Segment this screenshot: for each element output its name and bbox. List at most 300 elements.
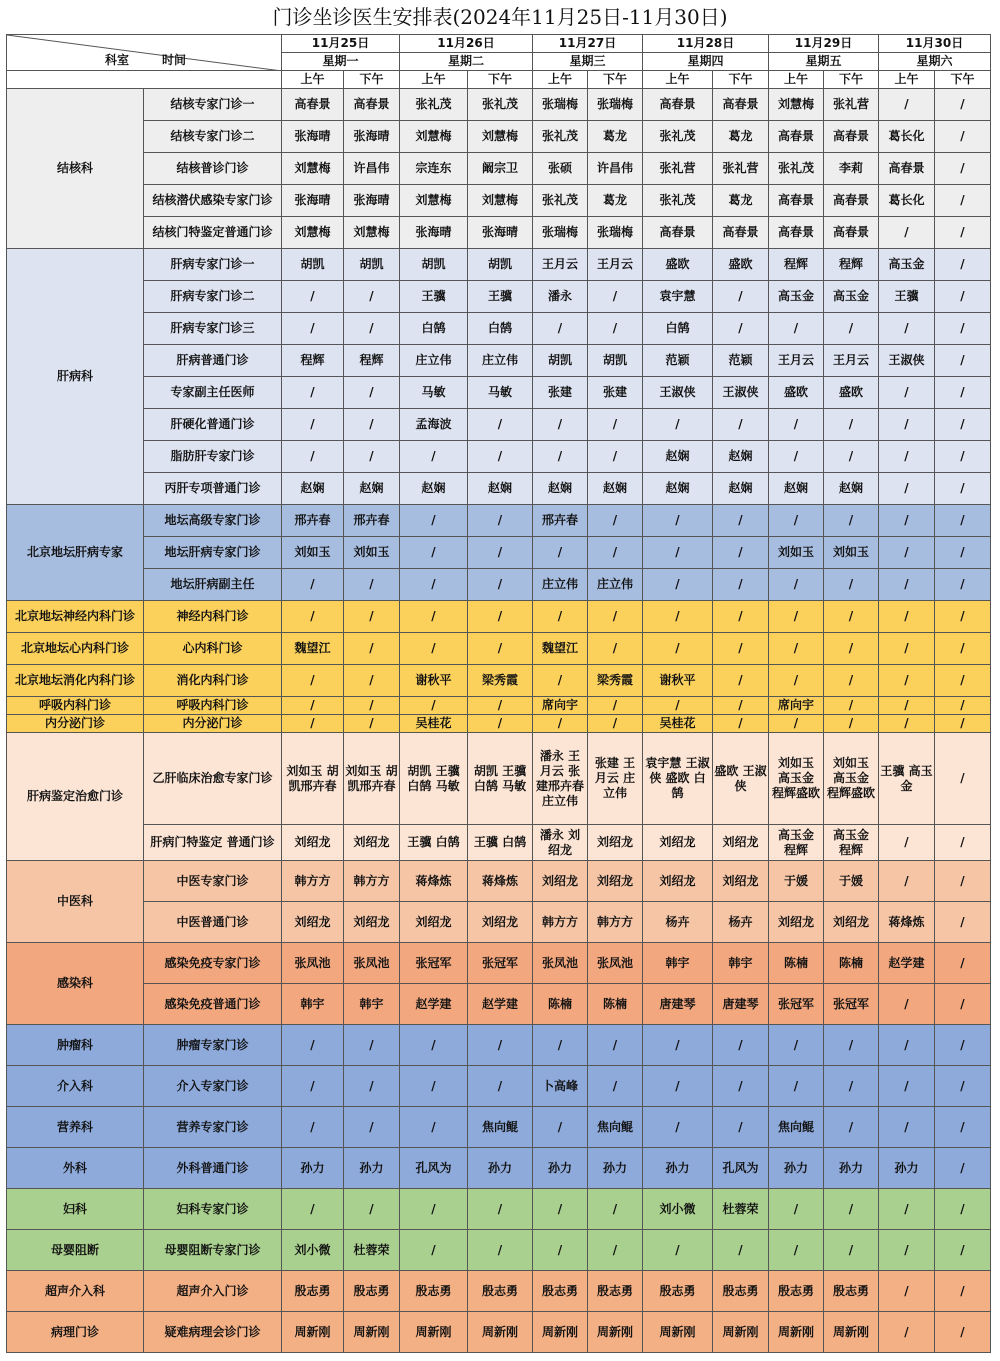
doctor-cell: /	[344, 1107, 400, 1148]
department-cell: 肝病科	[7, 249, 144, 505]
corner-dept-label: 科室	[105, 53, 130, 67]
doctor-cell: /	[935, 281, 991, 313]
doctor-cell: 陈楠	[588, 984, 643, 1025]
doctor-cell: 陈楠	[769, 943, 824, 984]
doctor-cell: 胡凯 王骥 白鹄 马敏	[468, 733, 533, 825]
pm-header: 下午	[588, 71, 643, 89]
schedule-row	[7, 185, 991, 217]
doctor-cell: 韩方方	[282, 861, 344, 902]
doctor-cell: /	[588, 1066, 643, 1107]
doctor-cell: /	[533, 441, 588, 473]
doctor-cell: 周新刚	[824, 1312, 879, 1353]
clinic-cell: 脂肪肝专家门诊	[144, 441, 282, 473]
doctor-cell: /	[935, 943, 991, 984]
doctor-cell: /	[935, 1189, 991, 1230]
doctor-cell: /	[533, 1107, 588, 1148]
doctor-cell: 赵娴	[588, 473, 643, 505]
doctor-cell: 王月云	[588, 249, 643, 281]
doctor-cell: 韩宇	[713, 943, 769, 984]
doctor-cell: 盛欧 王淑侠	[713, 733, 769, 825]
doctor-cell: 刘慧梅	[282, 153, 344, 185]
schedule-row	[7, 249, 991, 281]
doctor-cell: 赵学建	[468, 984, 533, 1025]
doctor-cell: 刘绍龙	[713, 825, 769, 861]
doctor-cell: /	[824, 409, 879, 441]
doctor-cell: 席向宇	[769, 697, 824, 715]
doctor-cell: 邢卉春	[344, 505, 400, 537]
doctor-cell: /	[879, 313, 935, 345]
clinic-cell: 肝病专家门诊三	[144, 313, 282, 345]
doctor-cell: 王淑侠	[713, 377, 769, 409]
doctor-cell: /	[643, 601, 713, 633]
doctor-cell: /	[713, 1066, 769, 1107]
doctor-cell: /	[769, 1230, 824, 1271]
doctor-cell: /	[879, 1312, 935, 1353]
doctor-cell: /	[643, 1025, 713, 1066]
doctor-cell: /	[282, 1107, 344, 1148]
corner-time-label: 时间	[162, 53, 187, 67]
doctor-cell: 赵娴	[824, 473, 879, 505]
doctor-cell: /	[344, 569, 400, 601]
clinic-cell: 结核专家门诊二	[144, 121, 282, 153]
doctor-cell: 张礼茂	[769, 153, 824, 185]
doctor-cell: 袁宇慧 王淑侠 盛欧 白鹄	[643, 733, 713, 825]
doctor-cell: 刘如玉 胡凯邢卉春	[282, 733, 344, 825]
doctor-cell: 许昌伟	[344, 153, 400, 185]
doctor-cell: /	[344, 1066, 400, 1107]
doctor-cell: /	[879, 825, 935, 861]
doctor-cell: 庄立伟	[588, 569, 643, 601]
doctor-cell: 袁宇慧	[643, 281, 713, 313]
doctor-cell: 王月云	[769, 345, 824, 377]
clinic-cell: 肿瘤专家门诊	[144, 1025, 282, 1066]
clinic-cell: 心内科门诊	[144, 633, 282, 665]
doctor-cell: 梁秀霞	[468, 665, 533, 697]
doctor-cell: /	[935, 217, 991, 249]
doctor-cell: /	[935, 1025, 991, 1066]
doctor-cell: /	[643, 505, 713, 537]
department-cell: 北京地坛神经内科门诊	[7, 601, 144, 633]
doctor-cell: 张凤池	[533, 943, 588, 984]
doctor-cell: 殷志勇	[282, 1271, 344, 1312]
clinic-cell: 母婴阻断专家门诊	[144, 1230, 282, 1271]
doctor-cell: 张礼茂	[533, 121, 588, 153]
doctor-cell: 张礼营	[643, 153, 713, 185]
doctor-cell: 马敏	[400, 377, 468, 409]
am-header: 上午	[643, 71, 713, 89]
doctor-cell: /	[824, 569, 879, 601]
doctor-cell: 刘绍龙	[282, 902, 344, 943]
clinic-cell: 丙肝专项普通门诊	[144, 473, 282, 505]
doctor-cell: 周新刚	[468, 1312, 533, 1353]
doctor-cell: 张建	[533, 377, 588, 409]
doctor-cell: /	[344, 665, 400, 697]
doctor-cell: /	[935, 715, 991, 733]
doctor-cell: 刘慧梅	[400, 185, 468, 217]
weekday-header: 星期六	[879, 53, 991, 71]
doctor-cell: /	[879, 89, 935, 121]
doctor-cell: /	[879, 1025, 935, 1066]
doctor-cell: /	[879, 601, 935, 633]
doctor-cell: 赵学建	[400, 984, 468, 1025]
doctor-cell: /	[935, 665, 991, 697]
doctor-cell: 赵娴	[344, 473, 400, 505]
doctor-cell: 高春景	[769, 217, 824, 249]
doctor-cell: 陈楠	[824, 943, 879, 984]
doctor-cell: 赵娴	[643, 441, 713, 473]
doctor-cell: 杨卉	[643, 902, 713, 943]
department-cell: 中医科	[7, 861, 144, 943]
doctor-cell: /	[344, 409, 400, 441]
clinic-cell: 疑难病理会诊门诊	[144, 1312, 282, 1353]
clinic-cell: 乙肝临床治愈专家门诊	[144, 733, 282, 825]
doctor-cell: 周新刚	[769, 1312, 824, 1353]
doctor-cell: 张礼茂	[468, 89, 533, 121]
am-header: 上午	[769, 71, 824, 89]
doctor-cell: 张冠军	[769, 984, 824, 1025]
doctor-cell: /	[533, 665, 588, 697]
doctor-cell: /	[824, 313, 879, 345]
doctor-cell: /	[879, 697, 935, 715]
doctor-cell: 高春景	[769, 121, 824, 153]
doctor-cell: /	[282, 313, 344, 345]
doctor-cell: 刘绍龙	[400, 902, 468, 943]
doctor-cell: /	[824, 665, 879, 697]
doctor-cell: 张冠军	[400, 943, 468, 984]
doctor-cell: /	[935, 1107, 991, 1148]
schedule-row	[7, 984, 991, 1025]
doctor-cell: 高春景	[769, 185, 824, 217]
clinic-cell: 结核门特鉴定普通门诊	[144, 217, 282, 249]
doctor-cell: /	[643, 1066, 713, 1107]
doctor-cell: /	[344, 1025, 400, 1066]
doctor-cell: 赵娴	[533, 473, 588, 505]
doctor-cell: /	[588, 633, 643, 665]
doctor-cell: 焦向鲲	[769, 1107, 824, 1148]
doctor-cell: 张海晴	[468, 217, 533, 249]
doctor-cell: 阚宗卫	[468, 153, 533, 185]
doctor-cell: 潘永 刘绍龙	[533, 825, 588, 861]
clinic-cell: 地坛高级专家门诊	[144, 505, 282, 537]
doctor-cell: /	[468, 697, 533, 715]
doctor-cell: /	[713, 697, 769, 715]
doctor-cell: 王骥	[468, 281, 533, 313]
doctor-cell: 韩方方	[344, 861, 400, 902]
doctor-cell: /	[282, 601, 344, 633]
doctor-cell: /	[824, 505, 879, 537]
doctor-cell: /	[400, 1066, 468, 1107]
doctor-cell: 张礼茂	[533, 185, 588, 217]
doctor-cell: /	[769, 1066, 824, 1107]
doctor-cell: 葛龙	[588, 121, 643, 153]
schedule-row	[7, 1312, 991, 1353]
doctor-cell: 魏望江	[533, 633, 588, 665]
doctor-cell: /	[400, 633, 468, 665]
doctor-cell: /	[468, 601, 533, 633]
doctor-cell: 殷志勇	[400, 1271, 468, 1312]
doctor-cell: /	[935, 473, 991, 505]
doctor-cell: 韩方方	[588, 902, 643, 943]
doctor-cell: /	[935, 249, 991, 281]
doctor-cell: 高春景	[643, 217, 713, 249]
doctor-cell: /	[713, 281, 769, 313]
doctor-cell: /	[879, 1271, 935, 1312]
department-cell: 肿瘤科	[7, 1025, 144, 1066]
doctor-cell: /	[935, 733, 991, 825]
doctor-cell: /	[533, 1230, 588, 1271]
doctor-cell: /	[588, 441, 643, 473]
doctor-cell: 程辉	[344, 345, 400, 377]
doctor-cell: /	[713, 601, 769, 633]
doctor-cell: 赵娴	[282, 473, 344, 505]
doctor-cell: 张硕	[533, 153, 588, 185]
doctor-cell: 唐建琴	[643, 984, 713, 1025]
doctor-cell: /	[935, 601, 991, 633]
department-cell: 超声介入科	[7, 1271, 144, 1312]
doctor-cell: 蒋烽炼	[879, 902, 935, 943]
doctor-cell: 周新刚	[643, 1312, 713, 1353]
schedule-table	[6, 34, 991, 1353]
doctor-cell: 王骥 白鹄	[468, 825, 533, 861]
doctor-cell: /	[282, 1066, 344, 1107]
doctor-cell: /	[282, 441, 344, 473]
doctor-cell: /	[588, 537, 643, 569]
doctor-cell: 刘如玉	[344, 537, 400, 569]
schedule-row	[7, 825, 991, 861]
schedule-row	[7, 1271, 991, 1312]
department-cell: 北京地坛心内科门诊	[7, 633, 144, 665]
doctor-cell: 盛欧	[824, 377, 879, 409]
clinic-cell: 地坛肝病副主任	[144, 569, 282, 601]
doctor-cell: 刘绍龙	[282, 825, 344, 861]
weekday-header: 星期四	[643, 53, 769, 71]
schedule-row	[7, 715, 991, 733]
clinic-cell: 结核潜伏感染专家门诊	[144, 185, 282, 217]
department-cell: 病理门诊	[7, 1312, 144, 1353]
clinic-cell: 地坛肝病专家门诊	[144, 537, 282, 569]
doctor-cell: 马敏	[468, 377, 533, 409]
doctor-cell: /	[769, 569, 824, 601]
schedule-row	[7, 345, 991, 377]
doctor-cell: /	[400, 1025, 468, 1066]
doctor-cell: 白鹄	[400, 313, 468, 345]
doctor-cell: 周新刚	[282, 1312, 344, 1353]
clinic-cell: 内分泌门诊	[144, 715, 282, 733]
clinic-cell: 肝病专家门诊一	[144, 249, 282, 281]
doctor-cell: /	[935, 345, 991, 377]
doctor-cell: /	[769, 665, 824, 697]
doctor-cell: 席向宇	[533, 697, 588, 715]
doctor-cell: /	[588, 313, 643, 345]
doctor-cell: /	[713, 665, 769, 697]
date-header: 11月30日	[879, 35, 991, 53]
clinic-cell: 营养专家门诊	[144, 1107, 282, 1148]
clinic-cell: 神经内科门诊	[144, 601, 282, 633]
doctor-cell: 邢卉春	[282, 505, 344, 537]
doctor-cell: 吴桂花	[643, 715, 713, 733]
doctor-cell: 周新刚	[588, 1312, 643, 1353]
doctor-cell: /	[879, 441, 935, 473]
doctor-cell: /	[533, 1025, 588, 1066]
doctor-cell: 高春景	[282, 89, 344, 121]
doctor-cell: 韩宇	[344, 984, 400, 1025]
doctor-cell: 周新刚	[400, 1312, 468, 1353]
schedule-row	[7, 89, 991, 121]
doctor-cell: 邢卉春	[533, 505, 588, 537]
doctor-cell: 殷志勇	[713, 1271, 769, 1312]
doctor-cell: /	[468, 441, 533, 473]
doctor-cell: 张冠军	[824, 984, 879, 1025]
department-cell: 北京地坛消化内科门诊	[7, 665, 144, 697]
doctor-cell: /	[879, 665, 935, 697]
doctor-cell: 刘绍龙	[588, 861, 643, 902]
doctor-cell: /	[468, 569, 533, 601]
doctor-cell: /	[824, 697, 879, 715]
date-header: 11月29日	[769, 35, 879, 53]
doctor-cell: /	[824, 601, 879, 633]
doctor-cell: /	[588, 601, 643, 633]
doctor-cell: /	[769, 505, 824, 537]
doctor-cell: 范颖	[643, 345, 713, 377]
clinic-cell: 超声介入门诊	[144, 1271, 282, 1312]
doctor-cell: 刘绍龙	[643, 825, 713, 861]
doctor-cell: /	[400, 697, 468, 715]
doctor-cell: 孙力	[468, 1148, 533, 1189]
doctor-cell: 谢秋平	[400, 665, 468, 697]
doctor-cell: /	[879, 473, 935, 505]
schedule-row	[7, 1148, 991, 1189]
weekday-header: 星期五	[769, 53, 879, 71]
department-cell: 母婴阻断	[7, 1230, 144, 1271]
doctor-cell: 张礼营	[824, 89, 879, 121]
schedule-row	[7, 1107, 991, 1148]
schedule-row	[7, 943, 991, 984]
pm-header: 下午	[935, 71, 991, 89]
clinic-cell: 感染免疫普通门诊	[144, 984, 282, 1025]
doctor-cell: 杜蓉荣	[713, 1189, 769, 1230]
clinic-cell: 外科普通门诊	[144, 1148, 282, 1189]
doctor-cell: 张礼茂	[400, 89, 468, 121]
doctor-cell: 李莉	[824, 153, 879, 185]
page-title: 门诊坐诊医生安排表(2024年11月25日-11月30日)	[272, 5, 728, 29]
doctor-cell: /	[282, 377, 344, 409]
doctor-cell: 高玉金	[769, 281, 824, 313]
doctor-cell: /	[643, 569, 713, 601]
schedule-row	[7, 313, 991, 345]
doctor-cell: 高玉金	[824, 281, 879, 313]
doctor-cell: 赵娴	[468, 473, 533, 505]
doctor-cell: 盛欧	[643, 249, 713, 281]
clinic-cell: 消化内科门诊	[144, 665, 282, 697]
weekday-header: 星期一	[282, 53, 400, 71]
doctor-cell: 程辉	[769, 249, 824, 281]
doctor-cell: 刘如玉	[824, 537, 879, 569]
doctor-cell: 胡凯	[282, 249, 344, 281]
am-header: 上午	[533, 71, 588, 89]
doctor-cell: /	[282, 697, 344, 715]
doctor-cell: 胡凯	[588, 345, 643, 377]
doctor-cell: /	[588, 409, 643, 441]
doctor-cell: /	[713, 537, 769, 569]
doctor-cell: /	[769, 1189, 824, 1230]
doctor-cell: 张礼营	[713, 153, 769, 185]
doctor-cell: 高春景	[713, 89, 769, 121]
doctor-cell: /	[282, 1189, 344, 1230]
pm-header: 下午	[344, 71, 400, 89]
doctor-cell: /	[344, 715, 400, 733]
doctor-cell: 张建 王月云 庄立伟	[588, 733, 643, 825]
doctor-cell: 魏望江	[282, 633, 344, 665]
doctor-cell: 殷志勇	[533, 1271, 588, 1312]
doctor-cell: /	[769, 633, 824, 665]
doctor-cell: /	[344, 633, 400, 665]
weekday-header: 星期二	[400, 53, 533, 71]
doctor-cell: 刘绍龙	[643, 861, 713, 902]
doctor-cell: /	[935, 825, 991, 861]
doctor-cell: 张礼茂	[643, 185, 713, 217]
doctor-cell: /	[879, 984, 935, 1025]
doctor-cell: /	[468, 409, 533, 441]
doctor-cell: /	[400, 505, 468, 537]
doctor-cell: 胡凯	[468, 249, 533, 281]
doctor-cell: /	[344, 377, 400, 409]
doctor-cell: 刘绍龙	[533, 861, 588, 902]
department-cell: 呼吸内科门诊	[7, 697, 144, 715]
doctor-cell: /	[879, 1107, 935, 1148]
schedule-row	[7, 733, 991, 825]
doctor-cell: 张瑞梅	[588, 217, 643, 249]
schedule-row	[7, 665, 991, 697]
schedule-row	[7, 281, 991, 313]
doctor-cell: 高春景	[713, 217, 769, 249]
doctor-cell: /	[468, 1189, 533, 1230]
doctor-cell: /	[713, 1025, 769, 1066]
doctor-cell: 周新刚	[533, 1312, 588, 1353]
doctor-cell: 殷志勇	[824, 1271, 879, 1312]
doctor-cell: 刘慧梅	[344, 217, 400, 249]
doctor-cell: /	[769, 1025, 824, 1066]
date-header: 11月26日	[400, 35, 533, 53]
am-header: 上午	[879, 71, 935, 89]
clinic-cell: 肝硬化普通门诊	[144, 409, 282, 441]
doctor-cell: /	[588, 715, 643, 733]
doctor-cell: 刘小微	[282, 1230, 344, 1271]
doctor-cell: /	[533, 313, 588, 345]
doctor-cell: 刘绍龙	[713, 861, 769, 902]
doctor-cell: 张海晴	[400, 217, 468, 249]
doctor-cell: /	[282, 715, 344, 733]
clinic-cell: 肝病专家门诊二	[144, 281, 282, 313]
doctor-cell: /	[879, 569, 935, 601]
doctor-cell: /	[935, 1312, 991, 1353]
doctor-cell: /	[769, 409, 824, 441]
doctor-cell: /	[400, 601, 468, 633]
doctor-cell: 胡凯 王骥 白鹄 马敏	[400, 733, 468, 825]
doctor-cell: /	[879, 217, 935, 249]
doctor-cell: /	[344, 601, 400, 633]
clinic-cell: 呼吸内科门诊	[144, 697, 282, 715]
doctor-cell: 韩宇	[282, 984, 344, 1025]
doctor-cell: 刘绍龙	[468, 902, 533, 943]
doctor-cell: 白鹄	[643, 313, 713, 345]
schedule-row	[7, 153, 991, 185]
doctor-cell: /	[588, 1230, 643, 1271]
doctor-cell: 葛龙	[713, 121, 769, 153]
doctor-cell: /	[588, 281, 643, 313]
doctor-cell: 刘小微	[643, 1189, 713, 1230]
doctor-cell: 刘慧梅	[468, 121, 533, 153]
doctor-cell: 刘绍龙	[344, 825, 400, 861]
